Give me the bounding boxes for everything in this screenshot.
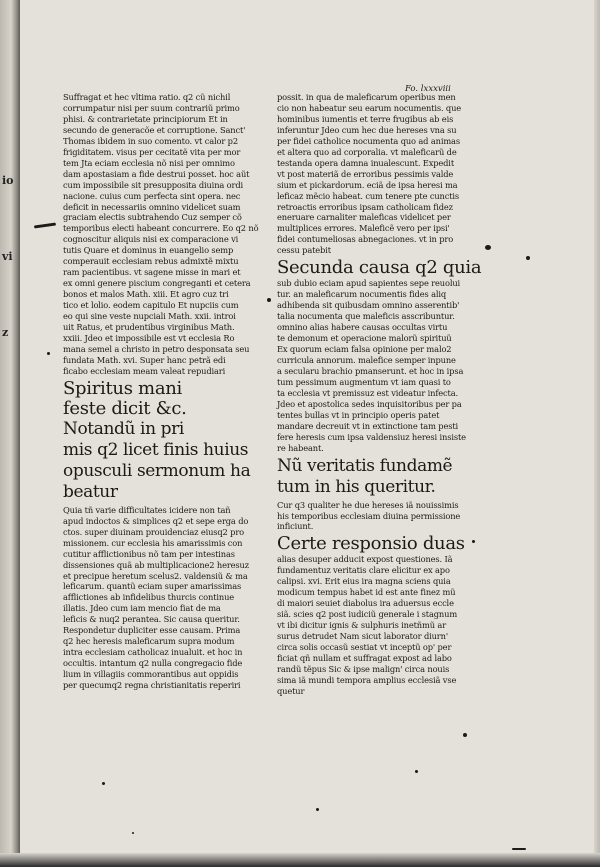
text-line: surus detrudet Nam sicut laborator diurn' — [277, 631, 448, 642]
ink-speck — [415, 770, 418, 773]
text-line: sub dubio eciam apud sapientes sepe reuolui — [277, 278, 461, 289]
text-line: tur. an maleficarum nocumentis fides aliq — [277, 289, 447, 300]
text-line: cognoscitur aliquis nisi ex comparacione vi — [63, 234, 239, 245]
heading-notandum — [63, 419, 258, 503]
text-line: fere heresis cum ipsa valdensiuz heresi insiste — [277, 431, 466, 442]
text-line: fidei contumeliosas abnegaciones. vt in pro — [277, 234, 454, 245]
text-line: tutis Quare et dominus in euangelio semp — [63, 245, 234, 256]
text-line: bonos et malos Math. xiii. Et agro cuz tri — [63, 289, 229, 300]
ink-speck — [526, 256, 530, 260]
text-line: fundata Math. xvi. Super hanc petrã edi — [63, 354, 226, 365]
text-line: intra ecclesiam catholicaz inualuit. et hoc in — [63, 647, 243, 658]
text-line: Suffragat et hec vltima ratio. q2 cũ nichil — [63, 92, 231, 102]
text-line: cum impossibile sit presupposita diuina ordi — [63, 179, 243, 190]
text-line: Nũ veritatis fundamẽ — [277, 455, 453, 476]
text-line: mis q2 licet finis huius — [63, 439, 249, 460]
text-line: illatis. Jdeo cum iam mencio fiat de ma — [63, 603, 221, 614]
text-line: feste dicit &c. — [63, 397, 187, 419]
text-line: curricula annorum. malefice semper inpune — [277, 354, 456, 365]
text-line: secundo de generacõe et corruptione. Sanct' — [63, 124, 246, 135]
text-line: apud indoctos & simplices q2 et sepe erga do — [63, 515, 249, 526]
page-bottom-edge — [0, 853, 600, 867]
text-line: mana semel a christo in petro desponsata seu — [63, 343, 250, 354]
text-line: a secularu brachio pmanserunt. et hoc in ipsa — [277, 365, 464, 376]
text-line: per fidei catholice nocumenta quo ad animas — [277, 135, 460, 146]
text-line: Spiritus mani — [63, 377, 183, 399]
adjacent-page-edge — [0, 0, 20, 867]
text-line: per quecumq2 regna christianitatis reperiri — [63, 680, 241, 691]
text-line: occultis. intantum q2 nulla congregacio fide — [63, 658, 243, 669]
text-line: leficarum. quantũ eciam super amarissimas — [63, 581, 242, 592]
text-line: calipsi. xvi. Erit eius ira magna sciens quia — [277, 576, 451, 587]
text-line: cessu patebit — [277, 245, 331, 256]
text-line: frigiditatem. visus per cecitatẽ vita per mor — [63, 146, 241, 157]
left-text-column — [63, 92, 258, 691]
text-line: vt post materiã de erroribus pessimis valde — [277, 168, 454, 179]
text-line: afflictiones ab infidelibus thurcis continue — [63, 592, 235, 603]
text-line: dissensiones quã ab multiplicacione2 heresuz — [63, 559, 249, 570]
ink-speck — [267, 298, 271, 302]
text-line: Jdeo et apostolica sedes inquisitoribus per pa — [277, 398, 462, 409]
text-line: ficiat qñ nullam et suffragat expost ad labo — [277, 652, 452, 663]
text-line: possit. in qua de maleficarum operibus men — [277, 92, 456, 102]
text-line: temporibus electi habeant concurrere. Eo q2 nõ — [63, 223, 259, 234]
text-line: fundamentuz veritatis clare elicitur ex apo — [277, 565, 450, 576]
text-line: ram pacientibus. vt sagene misse in mari et — [63, 267, 241, 278]
text-line: beatur — [63, 481, 118, 502]
text-line: graciam electis subtrahendo Cuz semper cõ — [63, 212, 242, 223]
text-line: Respondetur dupliciter esse causam. Prima — [63, 625, 241, 636]
text-line: retroactis erroribus ipsam catholicam fidez — [277, 201, 453, 212]
text-line: phisi. & contrarietate principiorum Et in — [63, 113, 228, 124]
text-line: ex omni genere piscium congreganti et cetera — [63, 278, 251, 289]
text-line: sima iã mundi tempora amplius ecclesiã vse — [277, 674, 457, 685]
text-line: randũ tẽpus Sic & ipse malign' circa nouis — [277, 663, 450, 674]
folio-number: Fo. lxxxviii — [405, 84, 451, 94]
text-line: siã. scies q2 post iudiciũ generale i stagnum — [277, 609, 458, 620]
text-line: leficis & nuq2 perantea. Sic causa queritur. — [63, 614, 240, 625]
text-line: Notandũ in pri — [63, 418, 184, 439]
text-line: et altera quo ad corporalia. vt maleficarũ de — [277, 146, 457, 157]
text-line: cutitur afflictionibus nõ tam per intestinas — [63, 548, 235, 559]
text-line: Thomas ibidem in suo comento. vt calor p2 — [63, 135, 238, 146]
heading-spiritus — [63, 379, 258, 419]
text-line: vt ibi dicitur ignis & sulphuris inetñmũ ar — [277, 620, 447, 631]
text-line: dam apostasiam a fide destrui posset. hoc aũt — [63, 168, 250, 179]
text-line: ctos. super diuinam prouidenciaz eiusq2 pro — [63, 526, 244, 537]
text-line: missionem. cur ecclesia his amarissimis con — [63, 537, 243, 548]
text-line: tico et lolio. eodem capitulo Et nupciis cum — [63, 300, 239, 311]
text-line: ta ecclesia vt premissuz est videatur infecta. — [277, 387, 458, 398]
text-line: xxiii. Jdeo et impossibile est vt ecclesia Ro — [63, 332, 235, 343]
ink-speck — [485, 245, 491, 250]
text-line: sium et pickardorum. eciã de ipsa heresi ma — [277, 179, 458, 190]
text-line: tentes bullas vt in principio operis patet — [277, 409, 440, 420]
text-line: deficit in necessariis omnino videlicet suam — [63, 201, 241, 212]
text-line: testanda opera damna inualescunt. Expedit — [277, 157, 454, 168]
text-line: corrumpatur nisi per suum contrariũ primo — [63, 102, 240, 113]
text-line: hominibus iumentis et terre frugibus ab eis — [277, 113, 454, 124]
text-line: Secunda causa q2 quia — [277, 257, 482, 279]
right-paragraph-1 — [277, 92, 467, 256]
text-line: eneruare carnaliter maleficas videlicet per — [277, 212, 451, 223]
text-line: opusculi sermonum ha — [63, 460, 251, 481]
ink-speck — [463, 733, 467, 737]
text-line: Ex quorum eciam falsa opinione per malo2 — [277, 344, 452, 355]
text-line: multiplices errores. Maleficẽ vero per ipsi' — [277, 223, 450, 234]
ink-stain — [34, 222, 56, 228]
heading-secunda-causa — [277, 257, 482, 279]
left-paragraph-1 — [63, 92, 258, 377]
text-line: di maiori seuiet diabolus ira aduersus eccle — [277, 598, 454, 609]
left-paragraph-2 — [63, 505, 258, 691]
heading-veritatis — [277, 456, 467, 498]
right-paragraph-4 — [277, 554, 467, 696]
ink-speck — [47, 352, 50, 355]
text-line: eo qui sine veste nupciali Math. xxii. introi — [63, 311, 236, 322]
text-line: te demonum et operacione malorũ spirituũ — [277, 333, 452, 344]
text-line: modicum tempus habet id est ante finez mũ — [277, 587, 456, 598]
margin-mark: vi — [2, 250, 13, 263]
text-line: comperauit ecclesiam rebus admixtẽ mixtu — [63, 256, 239, 267]
text-line: Quia tñ varie difficultates icidere non tañ — [63, 504, 231, 515]
text-line: nacione. cuius cum perfecta sint opera. nec — [63, 190, 241, 201]
text-line: q2 hec heresis maleficarum supra modum — [63, 636, 235, 647]
text-line: alias desuper adducit expost questiones. Iã — [277, 554, 453, 565]
text-line: et precipue heretum scelus2. valdensiũ & ma — [63, 570, 248, 581]
heading-certe-responsio — [277, 534, 467, 554]
text-line: Certe responsio duas — [277, 533, 465, 555]
ink-speck — [316, 808, 319, 811]
ink-speck — [472, 540, 475, 543]
text-line: adhibenda sit quibusdam omnino asserentib' — [277, 300, 460, 311]
right-paragraph-3 — [277, 500, 467, 533]
text-line: ficabo ecclesiam meam valeat repudiari — [63, 365, 226, 376]
text-line: re habeant. — [277, 442, 324, 453]
text-line: tum in his queritur. — [277, 476, 436, 497]
text-line: leficaz mẽcio habeat. cum tenere pte cunctis — [277, 190, 459, 201]
text-line: circa solis occasũ sestiat vt inceptũ op' per — [277, 642, 452, 653]
ink-speck — [132, 832, 134, 834]
margin-mark: z — [2, 326, 9, 339]
text-line: Cur q3 qualiter he due hereses iã nouissimis — [277, 499, 459, 510]
page-edge — [594, 0, 600, 867]
text-line: omnino alias habere causas occultas virtu — [277, 322, 448, 333]
text-line: tem Jta eciam ecclesia nõ nisi per omnimo — [63, 157, 235, 168]
text-line: inferuntur Jdeo cum hec due hereses vna su — [277, 124, 457, 135]
text-line: mandare decreuit vt in extinctione tam pesti — [277, 420, 459, 431]
right-paragraph-2 — [277, 278, 467, 453]
text-line: his temporibus ecclesiam diuina permissione — [277, 510, 461, 521]
text-line: uit Ratus, et prudentibus virginibus Math. — [63, 322, 235, 333]
ink-speck — [102, 782, 105, 785]
right-text-column — [277, 80, 482, 697]
text-line: quetur — [277, 685, 305, 696]
text-line: inficiunt. — [277, 521, 314, 532]
text-line: talia nocumenta que maleficis asscribuntur. — [277, 311, 455, 322]
ink-mark — [512, 848, 526, 850]
margin-mark: io — [2, 174, 14, 187]
text-line: lium in villagiis commorantibus aut oppidis — [63, 669, 239, 680]
text-line: cio non habeatur seu earum nocumentis. que — [277, 102, 462, 113]
text-line: tum pessimum augmentum vt iam quasi to — [277, 376, 451, 387]
